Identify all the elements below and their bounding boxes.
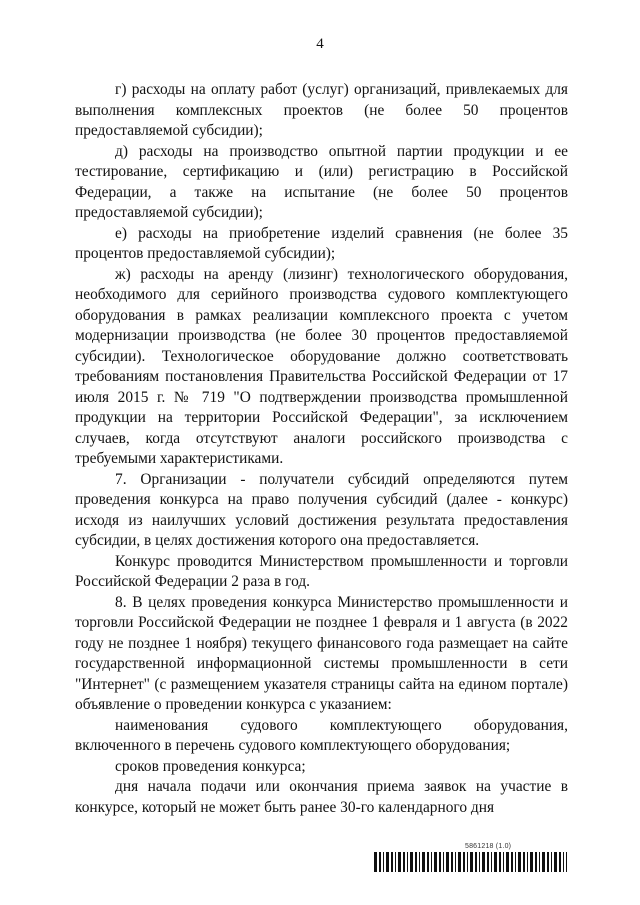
paragraph-item-e: е) расходы на приобретение изделий сравнения (не более 35 процентов предоставляемой субсидии); bbox=[75, 224, 568, 262]
document-body bbox=[75, 80, 568, 818]
paragraph-contest-schedule: Конкурс проводится Министерством промышленности и торговли Российской Федерации 2 раза в год. bbox=[75, 552, 568, 590]
paragraph-equipment-names: наименования судового комплектующего оборудования, включенного в перечень судового комплектующего оборудования; bbox=[75, 716, 568, 754]
paragraph-application-day: дня начала подачи или окончания приема заявок на участие в конкурсе, который не может быть ранее 30-го календарного дня bbox=[75, 778, 568, 816]
paragraph-point-7: 7. Организации - получатели субсидий определяются путем проведения конкурса на право получения субсидий (далее - конкурс) исходя из наилучших условий достижения результата предоставления субсидии, в целях достижения которого она предоставляется. bbox=[75, 470, 568, 549]
paragraph-point-8: 8. В целях проведения конкурса Министерство промышленности и торговли Российской Федерации не позднее 1 февраля и 1 августа (в 2022 году не позднее 1 ноября) текущего финансового года размещает на сайте государственной информационной системы промышленности в сети "Интернет" (с размещением указателя страницы сайта на едином портале) объявление о проведении конкурса с указанием: bbox=[75, 593, 568, 713]
page-number: 4 bbox=[316, 36, 324, 52]
paragraph-item-g: г) расходы на оплату работ (услуг) организаций, привлекаемых для выполнения комплексных проектов (не более 50 процентов предоставляемой субсидии); bbox=[75, 81, 568, 139]
paragraph-item-zh: ж) расходы на аренду (лизинг) технологического оборудования, необходимого для серийного производства судового комплектующего оборудования в рамках реализации комплексного проекта с учетом модернизации производства (не более 30 процентов предоставляемой субсидии). Технологическое оборудование должно соответствовать требованиям постановления Правительства Российской Федерации от 17 июля 2015 г. № 719 "О подтверждении производства промышленной продукции на территории Российской Федерации", за исключением случаев, когда отсутствуют аналоги российского производства с требуемыми характеристиками. bbox=[75, 265, 568, 467]
paragraph-contest-dates: сроков проведения конкурса; bbox=[115, 757, 306, 775]
barcode-image bbox=[374, 852, 567, 872]
paragraph-item-d: д) расходы на производство опытной партии продукции и ее тестирование, сертификацию и (или) регистрацию в Российской Федерации, а также на испытание (не более 50 процентов предоставляемой субсидии); bbox=[75, 142, 568, 221]
document-code: 5861218 (1.0) bbox=[465, 843, 512, 850]
